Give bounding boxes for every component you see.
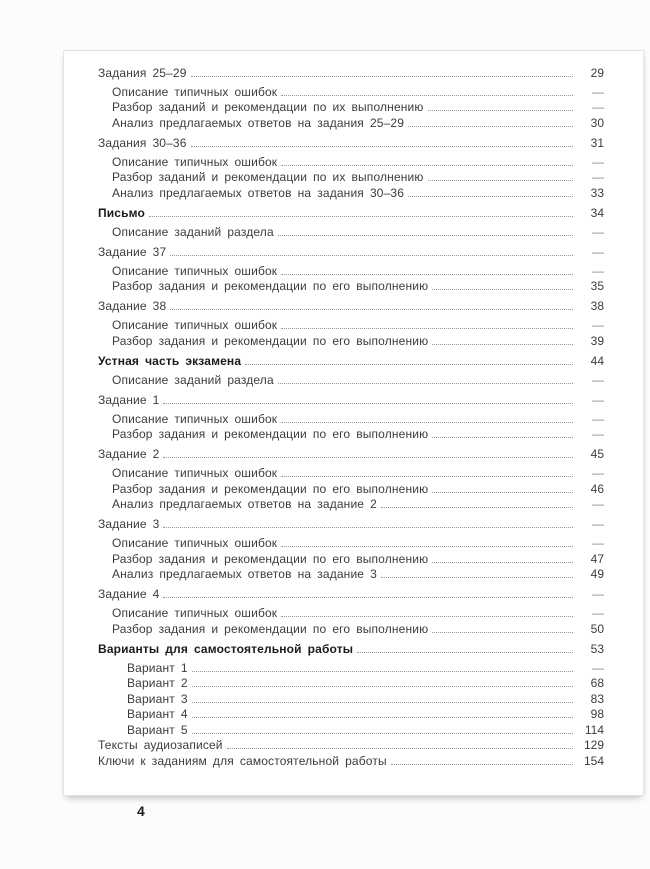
toc-entry-label: Задания 25–29 [98, 65, 187, 80]
toc-entry-label: Разбор заданий и рекомендации по их выполнению [112, 100, 424, 114]
toc-entry-label: Описание типичных ошибок [112, 606, 278, 620]
toc-entry-page: 50 [590, 621, 604, 636]
toc-entry [98, 706, 604, 722]
toc-entry [98, 426, 604, 442]
dot-leader [192, 716, 573, 718]
dot-leader [281, 421, 573, 423]
toc-entry [98, 721, 604, 737]
toc-entry-page: 33 [590, 185, 604, 200]
toc-entry-page: 30 [590, 115, 604, 130]
toc-entry [98, 620, 604, 636]
toc-entry-page: 47 [590, 551, 604, 566]
dot-leader [281, 164, 573, 166]
book-page [63, 50, 644, 796]
dot-leader [227, 747, 573, 749]
toc-entry [98, 659, 604, 675]
toc-entry-page: 49 [590, 567, 604, 581]
dot-leader [432, 288, 573, 290]
toc-entry-page: — [592, 587, 604, 601]
toc-entry-label: Задание 4 [98, 587, 160, 601]
table-of-contents [64, 51, 643, 768]
toc-entry-page: — [592, 244, 604, 259]
toc-entry-label: Разбор задания и рекомендации по его выполнению [112, 333, 429, 348]
dot-leader [281, 545, 573, 547]
toc-entry [98, 737, 604, 753]
toc-entry-label: Вариант 1 [127, 660, 188, 675]
dot-leader [163, 596, 573, 598]
toc-entry [98, 752, 604, 768]
toc-entry [98, 332, 604, 348]
toc-entry-label: Ключи к заданиям для самостоятельной работы [98, 753, 387, 768]
toc-entry-page: — [592, 263, 604, 278]
toc-entry [98, 371, 604, 387]
toc-entry [98, 480, 604, 496]
dot-leader [191, 145, 573, 147]
dot-leader [432, 491, 573, 493]
toc-entry-label: Описание типичных ошибок [112, 466, 278, 480]
toc-group [98, 243, 604, 293]
toc-entry-label: Описание заданий раздела [112, 224, 274, 239]
dot-leader [432, 343, 573, 345]
dot-leader [432, 436, 573, 438]
toc-entry [98, 184, 604, 200]
dot-leader [170, 254, 573, 256]
toc-entry [98, 640, 604, 656]
dot-leader [432, 561, 573, 563]
toc-entry-label: Задание 1 [98, 392, 160, 407]
toc-entry-label: Описание типичных ошибок [112, 536, 278, 550]
toc-entry-label: Вариант 4 [127, 707, 188, 721]
toc-group [98, 352, 604, 387]
toc-entry-page: — [592, 497, 604, 511]
toc-entry-label: Задание 38 [98, 299, 167, 313]
toc-entry-page: — [592, 224, 604, 239]
toc-entry-page: 45 [590, 447, 604, 461]
toc-group [98, 298, 604, 348]
toc-entry-label: Анализ предлагаемых ответов на задания 30–36 [112, 185, 405, 200]
toc-entry-page: — [592, 517, 604, 531]
toc-entry-label: Описание типичных ошибок [112, 318, 278, 332]
toc-entry-page: 29 [590, 65, 604, 80]
toc-entry-label: Анализ предлагаемых ответов на задания 25–29 [112, 115, 405, 130]
dot-leader [357, 651, 573, 653]
toc-entry-label: Описание типичных ошибок [112, 84, 278, 99]
toc-group [98, 204, 604, 239]
toc-entry-label: Вариант 2 [127, 676, 188, 690]
toc-entry-page: — [592, 318, 604, 332]
toc-entry-page: 46 [590, 481, 604, 496]
dot-leader [192, 685, 573, 687]
dot-leader [191, 75, 573, 77]
dot-leader [381, 576, 573, 578]
toc-entry [98, 391, 604, 407]
toc-entry [98, 496, 604, 512]
dot-leader [408, 125, 573, 127]
toc-entry-page: 114 [584, 722, 604, 737]
dot-leader [408, 195, 573, 197]
toc-entry-label: Описание типичных ошибок [112, 154, 278, 169]
toc-entry-page: 35 [590, 279, 604, 293]
dot-leader [163, 402, 573, 404]
toc-entry [98, 675, 604, 691]
toc-entry-page: — [592, 392, 604, 407]
toc-entry-label: Разбор задания и рекомендации по его выполнению [112, 551, 429, 566]
viewer-page-number: 4 [137, 803, 145, 819]
dot-leader [149, 215, 573, 217]
toc-entry-label: Задание 2 [98, 447, 160, 461]
toc-entry [98, 465, 604, 481]
toc-entry [98, 169, 604, 185]
toc-entry-page: 53 [590, 641, 604, 656]
toc-entry-page: — [592, 170, 604, 184]
toc-entry-label: Тексты аудиозаписей [98, 738, 223, 752]
dot-leader [281, 615, 573, 617]
dot-leader [428, 109, 573, 111]
toc-entry-label: Описание типичных ошибок [112, 263, 278, 278]
dot-leader [281, 475, 573, 477]
dot-leader [381, 506, 573, 508]
toc-entry [98, 99, 604, 115]
toc-entry-page: 83 [590, 691, 604, 706]
toc-entry-page: 38 [590, 299, 604, 313]
toc-entry-page: — [592, 660, 604, 675]
dot-leader [281, 94, 573, 96]
toc-entry [98, 204, 604, 220]
toc-group [98, 446, 604, 512]
toc-entry-page: 31 [590, 135, 604, 150]
toc-entry [98, 223, 604, 239]
toc-entry [98, 446, 604, 462]
toc-entry [98, 153, 604, 169]
toc-entry-page: 129 [583, 738, 604, 752]
dot-leader [281, 273, 573, 275]
toc-entry-label: Разбор задания и рекомендации по его выполнению [112, 279, 429, 293]
toc-group [98, 516, 604, 582]
toc-entry [98, 134, 604, 150]
toc-entry-page: — [592, 84, 604, 99]
dot-leader [192, 670, 573, 672]
toc-entry-page: 98 [590, 707, 604, 721]
toc-entry-page: — [592, 100, 604, 114]
toc-entry [98, 566, 604, 582]
dot-leader [428, 179, 573, 181]
toc-entry [98, 410, 604, 426]
toc-entry-page: — [592, 411, 604, 426]
dot-leader [163, 526, 573, 528]
toc-entry-label: Разбор задания и рекомендации по его выполнению [112, 621, 429, 636]
toc-entry-page: — [592, 536, 604, 550]
toc-entry-label: Описание типичных ошибок [112, 411, 278, 426]
toc-entry [98, 535, 604, 551]
toc-entry [98, 317, 604, 333]
toc-entry-page: 154 [583, 753, 604, 768]
toc-entry-label: Задания 30–36 [98, 135, 187, 150]
toc-entry [98, 516, 604, 532]
toc-entry-label: Устная часть экзамена [98, 353, 242, 368]
toc-entry [98, 114, 604, 130]
dot-leader [391, 763, 573, 765]
dot-leader [163, 456, 573, 458]
toc-group [98, 134, 604, 200]
toc-entry-page: 34 [590, 205, 604, 220]
toc-entry [98, 83, 604, 99]
toc-entry-page: — [592, 372, 604, 387]
toc-entry [98, 64, 604, 80]
toc-entry [98, 550, 604, 566]
toc-group [98, 64, 604, 130]
toc-entry-label: Варианты для самостоятельной работы [98, 641, 354, 656]
toc-entry [98, 352, 604, 368]
dot-leader [170, 308, 573, 310]
toc-entry [98, 690, 604, 706]
toc-entry-page: — [592, 606, 604, 620]
dot-leader [278, 382, 573, 384]
toc-group [98, 391, 604, 441]
dot-leader [192, 701, 573, 703]
toc-entry [98, 243, 604, 259]
toc-group [98, 586, 604, 636]
toc-entry-page: — [592, 427, 604, 441]
toc-entry-label: Анализ предлагаемых ответов на задание 3 [112, 567, 377, 581]
toc-entry [98, 262, 604, 278]
toc-entry-page: — [592, 154, 604, 169]
toc-entry-label: Письмо [98, 205, 146, 220]
toc-entry-page: 44 [590, 353, 604, 368]
toc-entry-page: — [592, 466, 604, 480]
toc-entry-label: Разбор заданий и рекомендации по их выполнению [112, 170, 424, 184]
toc-entry-label: Анализ предлагаемых ответов на задание 2 [112, 497, 377, 511]
dot-leader [245, 363, 573, 365]
toc-entry-label: Вариант 5 [127, 722, 188, 737]
toc-entry [98, 586, 604, 602]
toc-entry-label: Описание заданий раздела [112, 372, 274, 387]
dot-leader [432, 631, 573, 633]
dot-leader [281, 327, 573, 329]
toc-group [98, 640, 604, 768]
toc-entry-label: Разбор задания и рекомендации по его выполнению [112, 481, 429, 496]
toc-entry [98, 298, 604, 314]
toc-entry-label: Задание 3 [98, 517, 160, 531]
toc-entry-label: Вариант 3 [127, 691, 188, 706]
toc-entry [98, 605, 604, 621]
toc-entry-label: Разбор задания и рекомендации по его выполнению [112, 427, 429, 441]
dot-leader [278, 234, 573, 236]
toc-entry [98, 278, 604, 294]
toc-entry-label: Задание 37 [98, 244, 167, 259]
toc-entry-page: 68 [590, 676, 604, 690]
dot-leader [192, 732, 573, 734]
toc-entry-page: 39 [590, 333, 604, 348]
